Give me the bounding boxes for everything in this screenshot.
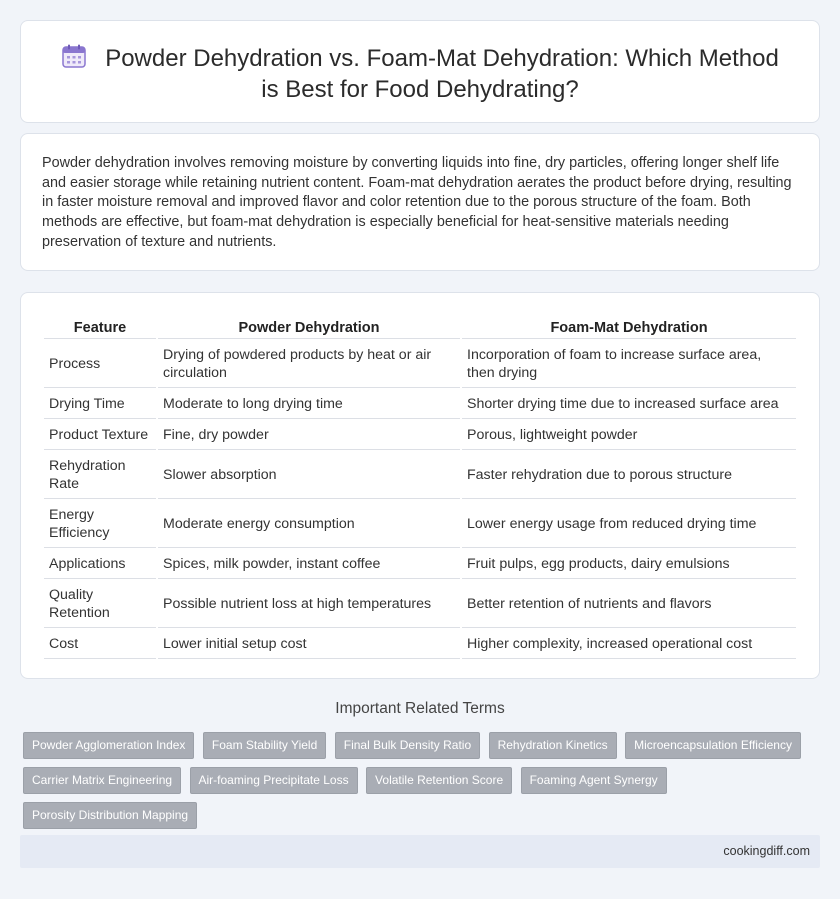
cell-powder: Possible nutrient loss at high temperatures <box>158 581 460 628</box>
cell-feature: Cost <box>44 630 156 659</box>
related-term-tag[interactable]: Air-foaming Precipitate Loss <box>190 767 358 794</box>
table-row <box>44 452 796 499</box>
intro-card <box>20 133 820 271</box>
cell-powder: Moderate to long drying time <box>158 390 460 419</box>
related-term-tag[interactable]: Powder Agglomeration Index <box>23 732 194 759</box>
cell-powder: Lower initial setup cost <box>158 630 460 659</box>
table-row <box>44 501 796 548</box>
cell-foam-mat: Porous, lightweight powder <box>462 421 796 450</box>
table-row <box>44 630 796 659</box>
table-row <box>44 581 796 628</box>
related-term-tag[interactable]: Carrier Matrix Engineering <box>23 767 181 794</box>
comparison-table <box>42 316 798 661</box>
cell-foam-mat: Faster rehydration due to porous structure <box>462 452 796 499</box>
table-row <box>44 421 796 450</box>
cell-powder: Fine, dry powder <box>158 421 460 450</box>
header-feature: Feature <box>44 318 156 339</box>
intro-paragraph: Powder dehydration involves removing moisture by converting liquids into fine, dry particles, offering longer shelf life and easier storage while retaining nutrient content. Foam-mat dehydration aerates the product before drying, resulting in faster moisture removal and improved flavor and color retention due to the porous structure of the foam. Both methods are effective, but foam-mat dehydration is especially beneficial for heat-sensitive materials needing preservation of texture and nutrients. <box>42 155 792 250</box>
page-title: Powder Dehydration vs. Foam-Mat Dehydration: Which Method is Best for Food Dehydrating? <box>105 45 779 103</box>
cell-foam-mat: Higher complexity, increased operational cost <box>462 630 796 659</box>
cell-foam-mat: Lower energy usage from reduced drying time <box>462 501 796 548</box>
cell-feature: Energy Efficiency <box>44 501 156 548</box>
table-row <box>44 550 796 579</box>
header-foam-mat: Foam-Mat Dehydration <box>462 318 796 339</box>
cell-foam-mat: Incorporation of foam to increase surface area, then drying <box>462 341 796 388</box>
cell-powder: Slower absorption <box>158 452 460 499</box>
table-header-row <box>44 318 796 339</box>
footer-site-link[interactable]: cookingdiff.com <box>723 844 810 858</box>
cell-feature: Product Texture <box>44 421 156 450</box>
table-row <box>44 341 796 388</box>
related-terms-title: Important Related Terms <box>335 700 505 717</box>
calendar-icon <box>61 43 87 69</box>
related-terms-list <box>23 732 823 837</box>
table-row <box>44 390 796 419</box>
footer-bar <box>20 835 820 868</box>
related-term-tag[interactable]: Foam Stability Yield <box>203 732 326 759</box>
cell-feature: Drying Time <box>44 390 156 419</box>
cell-feature: Rehydration Rate <box>44 452 156 499</box>
related-term-tag[interactable]: Final Bulk Density Ratio <box>335 732 480 759</box>
cell-feature: Process <box>44 341 156 388</box>
related-term-tag[interactable]: Porosity Distribution Mapping <box>23 802 197 829</box>
cell-feature: Quality Retention <box>44 581 156 628</box>
cell-foam-mat: Shorter drying time due to increased surface area <box>462 390 796 419</box>
cell-foam-mat: Better retention of nutrients and flavors <box>462 581 796 628</box>
related-term-tag[interactable]: Foaming Agent Synergy <box>521 767 667 794</box>
cell-feature: Applications <box>44 550 156 579</box>
related-term-tag[interactable]: Microencapsulation Efficiency <box>625 732 801 759</box>
cell-powder: Spices, milk powder, instant coffee <box>158 550 460 579</box>
related-term-tag[interactable]: Rehydration Kinetics <box>489 732 617 759</box>
cell-powder: Drying of powdered products by heat or air circulation <box>158 341 460 388</box>
cell-powder: Moderate energy consumption <box>158 501 460 548</box>
page-title-wrap <box>51 43 789 105</box>
header-powder: Powder Dehydration <box>158 318 460 339</box>
cell-foam-mat: Fruit pulps, egg products, dairy emulsions <box>462 550 796 579</box>
comparison-card <box>20 292 820 679</box>
title-card <box>20 20 820 123</box>
related-term-tag[interactable]: Volatile Retention Score <box>366 767 512 794</box>
